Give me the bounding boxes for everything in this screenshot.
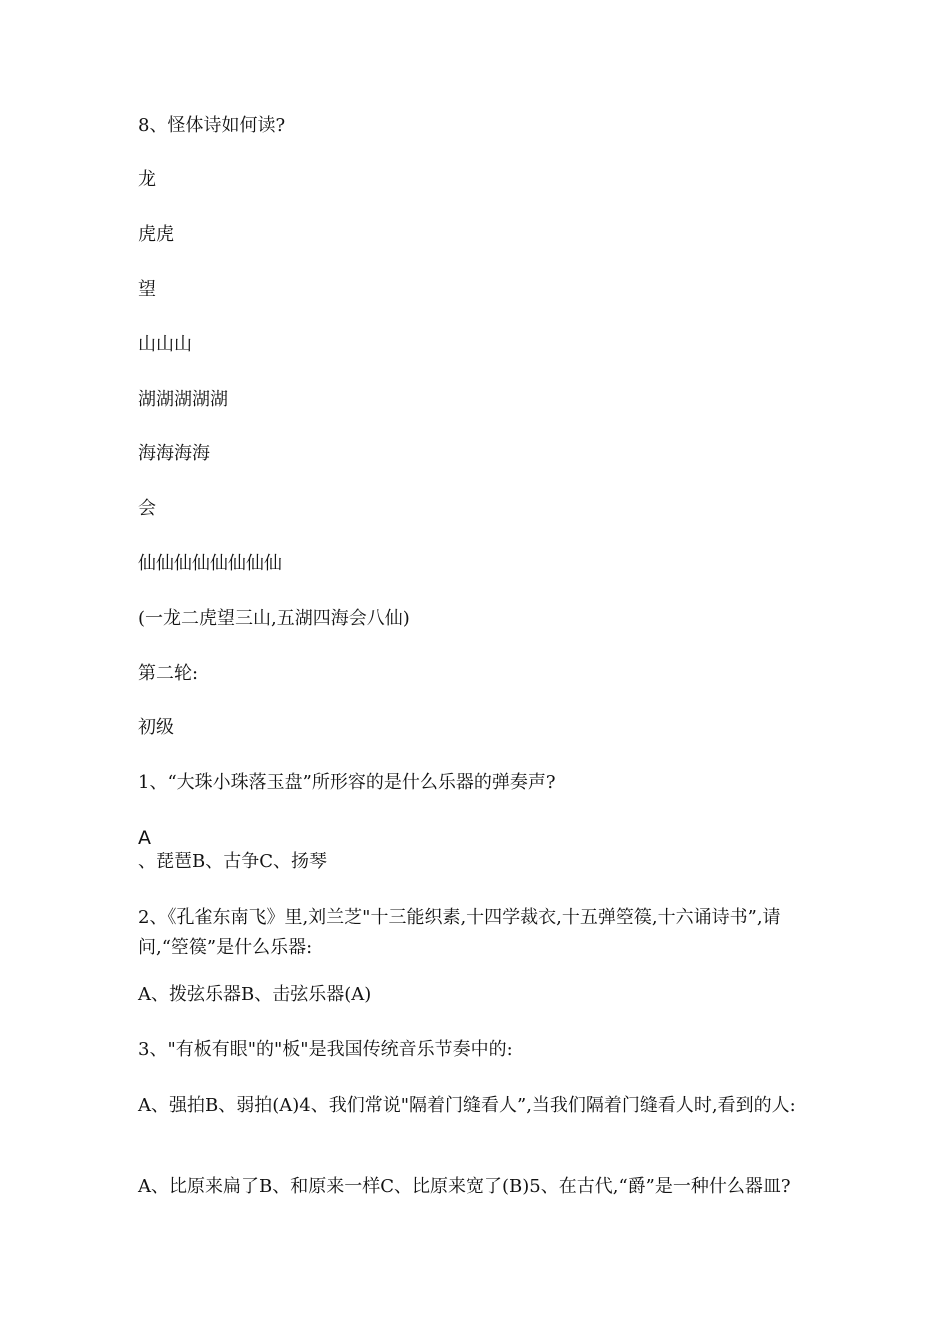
poem-line-3: 望 — [138, 279, 156, 300]
question-2-options: A、拨弦乐器B、击弦乐器(A) — [138, 984, 372, 1005]
round-heading: 第二轮: — [138, 663, 199, 684]
poem-line-5: 湖湖湖湖湖 — [138, 389, 228, 410]
question-8-answer: (一龙二虎望三山,五湖四海会八仙) — [138, 608, 410, 629]
poem-line-8: 仙仙仙仙仙仙仙仙 — [138, 553, 282, 574]
poem-line-1: 龙 — [138, 169, 156, 190]
question-3: 3、"有板有眼"的"板"是我国传统音乐节奏中的: — [138, 1039, 513, 1060]
question-1-options: 、琵琶B、古争C、扬琴 — [138, 851, 327, 872]
poem-line-6: 海海海海 — [138, 443, 210, 464]
poem-line-7: 会 — [138, 498, 156, 519]
question-1: 1、“大珠小珠落玉盘”所形容的是什么乐器的弹奏声? — [138, 772, 556, 793]
question-3-options-and-question-4: A、强拍B、弱拍(A)4、我们常说"隔着门缝看人”,当我们隔着门缝看人时,看到的人: — [138, 1095, 796, 1116]
question-8-title: 8、怪体诗如何读? — [138, 115, 286, 136]
question-2: 2、《孔雀东南飞》里,刘兰芝"十三能织素,十四学裁衣,十五弹箜篌,十六诵诗书”,请问,“箜篌”是什么乐器: — [138, 907, 781, 958]
poem-line-4: 山山山 — [138, 334, 192, 355]
level-heading: 初级 — [138, 717, 174, 738]
question-1-option-a-letter: A — [138, 827, 151, 849]
poem-line-2: 虎虎 — [138, 224, 174, 245]
question-4-options-and-question-5: A、比原来扁了B、和原来一样C、比原来宽了(B)5、在古代,“爵”是一种什么器皿? — [138, 1176, 791, 1197]
